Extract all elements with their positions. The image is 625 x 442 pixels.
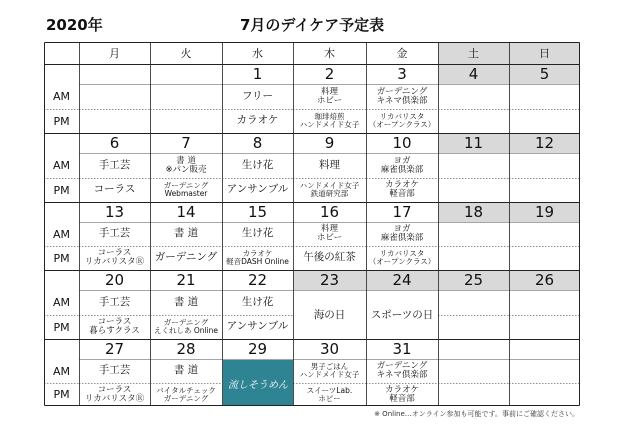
day-number: 23 — [293, 270, 366, 290]
pm-label: PM — [53, 388, 70, 401]
pm-activity-line: リカバリスタⓇ — [84, 257, 145, 267]
am-activity — [79, 153, 150, 178]
pm-activity — [293, 383, 366, 406]
am-label: AM — [52, 364, 70, 378]
am-activity-line: 料理 — [319, 158, 340, 171]
weekday-header: 土 — [438, 42, 509, 64]
pm-activity-line: えくれしあ Online — [153, 326, 219, 335]
am-activity-line: 書 道 — [173, 227, 199, 240]
am-activity-line: 手工芸 — [98, 364, 131, 377]
pm-activity-line: ハンドメイド女子 — [299, 120, 360, 129]
pm-activity-line: 軽音部 — [389, 189, 415, 199]
day-number: 7 — [181, 134, 191, 152]
pm-activity-line: スイーツLab. — [306, 385, 353, 395]
pm-label: PM — [53, 114, 70, 128]
am-activity — [222, 153, 293, 178]
pm-activity — [79, 246, 150, 270]
am-activity-line: 料理 — [320, 86, 338, 97]
pm-activity-line: カラオケ — [242, 249, 273, 259]
day-number: 28 — [176, 340, 196, 358]
weekday-header: 水 — [252, 47, 263, 60]
am-activity — [366, 222, 438, 246]
day-number: 1 — [252, 65, 263, 83]
am-activity — [293, 84, 366, 109]
day-number: 20 — [104, 271, 125, 289]
pm-activity — [222, 178, 293, 202]
pm-activity-line: バイタルチェック — [156, 385, 216, 395]
am-activity-line: ヨガ — [393, 224, 411, 235]
am-activity — [150, 290, 222, 315]
day-number: 2 — [324, 65, 335, 83]
pm-activity — [366, 246, 438, 270]
day-number: 5 — [509, 64, 580, 84]
pm-activity-line: Webmaster — [164, 189, 208, 198]
am-activity — [79, 222, 150, 246]
am-activity-line: 書 道 — [173, 364, 199, 377]
day-number: 10 — [392, 134, 412, 152]
day-number: 3 — [397, 65, 407, 83]
pm-activity-line: ガーデニング — [163, 318, 209, 328]
pm-activity — [79, 178, 150, 202]
am-label: AM — [52, 296, 70, 309]
pm-activity-line: リカバリスタ — [379, 249, 425, 259]
weekday-header: 火 — [180, 47, 192, 60]
am-activity — [222, 222, 293, 246]
day-number: 27 — [104, 340, 125, 358]
am-activity — [366, 359, 438, 383]
pm-activity-line: ガーデニング — [163, 393, 209, 403]
year-title: 2020年 — [46, 16, 103, 34]
am-activity-line: ハンドメイド女子 — [299, 370, 360, 379]
day-number: 19 — [509, 202, 580, 222]
pm-activity-line: ガーデニング — [163, 181, 209, 191]
pm-activity-line: ハンドメイド女子 — [299, 181, 360, 191]
day-number: 22 — [247, 271, 268, 289]
am-activity-line: フリー — [241, 89, 274, 102]
footnote: ※ Online…オンライン参加も可能です。事前にご確認ください。 — [374, 410, 579, 418]
weekday-header: 日 — [509, 42, 580, 64]
day-number: 31 — [392, 340, 412, 358]
am-activity-line: ※パン販売 — [165, 164, 207, 175]
pm-activity — [150, 315, 222, 339]
pm-activity — [79, 383, 150, 406]
am-activity — [150, 153, 222, 178]
am-activity-line: 料理 — [320, 224, 338, 235]
pm-activity — [293, 178, 366, 202]
day-number: 4 — [438, 64, 509, 84]
am-label: AM — [52, 90, 70, 103]
am-activity-line: ホビー — [316, 233, 343, 243]
day-number: 12 — [509, 133, 580, 153]
day-number: 26 — [509, 270, 580, 290]
am-activity — [79, 290, 150, 315]
pm-activity-line: 鉄道研究部 — [310, 189, 349, 198]
pm-activity-line: 軽音部 — [389, 393, 415, 404]
pm-activity — [150, 383, 222, 406]
pm-label: PM — [53, 320, 70, 334]
pm-activity — [366, 178, 438, 202]
pm-activity — [79, 315, 150, 339]
am-label: AM — [52, 227, 70, 241]
am-activity-line: キネマ倶楽部 — [376, 95, 428, 106]
day-number: 29 — [247, 340, 268, 358]
pm-activity — [222, 246, 293, 270]
day-number: 9 — [324, 134, 335, 152]
pm-activity-line: カラオケ — [385, 180, 419, 191]
am-activity — [293, 153, 366, 178]
day-number: 8 — [252, 134, 263, 152]
pm-activity-line: （オープンクラス） — [368, 257, 436, 266]
am-activity — [150, 222, 222, 246]
am-activity-line: ヨガ — [393, 155, 411, 166]
am-activity-line: ガーデニング — [376, 86, 428, 97]
pm-activity-line: アンサンブル — [226, 320, 289, 333]
day-number: 24 — [366, 270, 438, 290]
am-activity-line: 手工芸 — [98, 158, 131, 171]
day-number: 16 — [319, 203, 340, 221]
day-number: 13 — [104, 203, 125, 221]
am-activity-line: キネマ倶楽部 — [376, 370, 428, 380]
am-label: AM — [52, 159, 70, 172]
day-number: 25 — [438, 270, 509, 290]
day-number: 30 — [319, 340, 340, 358]
pm-activity — [293, 109, 366, 133]
pm-activity — [150, 178, 222, 202]
pm-activity-line: リカバリスタ — [379, 112, 425, 122]
am-activity-line: ガーデニング — [376, 361, 428, 372]
pm-activity-line: 軽音DASH Online — [226, 257, 289, 266]
day-number: 15 — [247, 203, 268, 221]
am-activity-line: 手工芸 — [98, 295, 131, 308]
pm-activity-line: リカバリスタⓇ — [84, 393, 145, 404]
pm-activity-line: コーラス — [97, 317, 132, 328]
am-activity-line: 生け花 — [241, 158, 274, 171]
am-activity — [293, 359, 366, 383]
pm-activity-line: 珈琲焙煎 — [314, 112, 345, 122]
am-activity — [222, 84, 293, 109]
am-activity — [293, 222, 366, 246]
pm-activity — [150, 246, 222, 270]
pm-activity-line: コーラス — [93, 183, 136, 196]
pm-activity-line: ホビー — [318, 393, 341, 403]
pm-activity-line: カラオケ — [236, 114, 279, 127]
am-activity — [79, 359, 150, 383]
am-activity — [366, 84, 438, 109]
pm-activity — [366, 383, 438, 406]
day-number: 14 — [176, 203, 196, 221]
day-number: 6 — [109, 134, 120, 152]
am-activity — [366, 153, 438, 178]
am-activity-line: 麻雀倶楽部 — [380, 164, 424, 175]
am-activity-line: 麻雀倶楽部 — [380, 233, 424, 243]
am-activity-line: 生け花 — [241, 227, 274, 240]
pm-activity-line: （オープンクラス） — [368, 120, 436, 129]
am-activity-line: 書 道 — [173, 295, 199, 308]
pm-activity-line: 暮らすクラス — [89, 326, 140, 336]
am-activity-line: 男子ごはん — [310, 362, 349, 372]
weekday-header: 月 — [109, 47, 120, 60]
pm-activity-line: コーラス — [97, 384, 132, 395]
pm-activity — [222, 315, 293, 339]
special-event: 流しそうめん — [223, 360, 293, 406]
holiday-label: 海の日 — [313, 309, 346, 321]
day-number: 18 — [438, 202, 509, 222]
pm-activity — [366, 109, 438, 133]
am-activity-line: 手工芸 — [98, 227, 131, 240]
holiday-label: スポーツの日 — [370, 309, 434, 321]
am-activity-line: ホビー — [316, 95, 343, 106]
day-number: 17 — [392, 203, 412, 221]
pm-label: PM — [53, 183, 70, 197]
weekday-header: 金 — [396, 47, 408, 60]
pm-activity-line: アンサンブル — [226, 183, 289, 196]
pm-activity-line: ガーデニング — [154, 251, 218, 264]
am-activity-line: 生け花 — [241, 295, 274, 308]
am-activity — [222, 290, 293, 315]
weekday-header: 木 — [324, 47, 335, 60]
pm-activity-line: カラオケ — [385, 384, 419, 395]
pm-activity — [222, 109, 293, 133]
pm-activity-line: 午後の紅茶 — [303, 251, 356, 264]
pm-activity — [293, 246, 366, 270]
pm-activity-line: コーラス — [97, 248, 132, 259]
am-activity — [150, 359, 222, 383]
page-title: 7月のデイケア予定表 — [240, 16, 385, 34]
am-activity-line: 書 道 — [176, 155, 196, 166]
day-number: 11 — [438, 133, 509, 153]
pm-label: PM — [53, 251, 70, 265]
calendar-grid — [44, 42, 580, 406]
day-number: 21 — [176, 271, 196, 289]
